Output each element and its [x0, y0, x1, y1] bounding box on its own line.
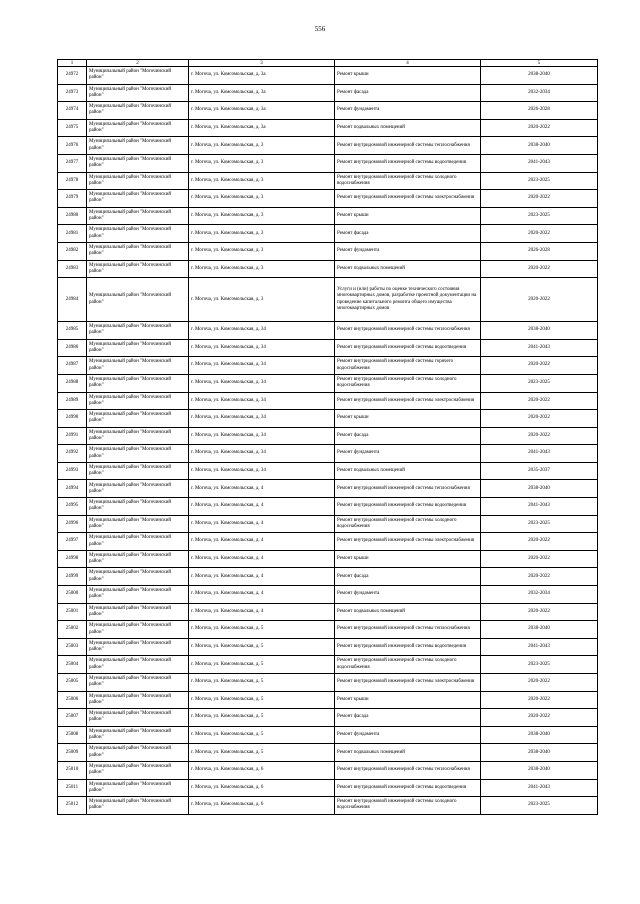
address-cell: г. Могоча, ул. Комсомольская, д. 34 [189, 410, 335, 428]
period-cell: 2023-2025 [481, 515, 598, 533]
row-number-cell: 25008 [58, 726, 87, 744]
table-row [58, 603, 598, 621]
table-row [58, 172, 598, 190]
address-cell: г. Могоча, ул. Комсомольская, д. 3 [189, 137, 335, 155]
address-cell: г. Могоча, ул. Комсомольская, д. 3а [189, 102, 335, 120]
address-cell: г. Могоча, ул. Комсомольская, д. 5 [189, 656, 335, 674]
work-type-cell: Ремонт фундамента [335, 445, 481, 463]
address-cell: г. Могоча, ул. Комсомольская, д. 5 [189, 691, 335, 709]
municipality-cell: Муниципальный район "Могочинский район" [87, 515, 189, 533]
row-number-cell: 24978 [58, 172, 87, 190]
row-number-cell: 24992 [58, 445, 87, 463]
work-type-cell: Ремонт крыши [335, 410, 481, 428]
row-number-cell: 24993 [58, 462, 87, 480]
work-type-cell: Ремонт подвальных помещений [335, 603, 481, 621]
municipality-cell: Муниципальный район "Могочинский район" [87, 84, 189, 102]
work-type-cell: Ремонт внутридомовой инженерной системы холодного водоснабжения [335, 797, 481, 815]
page-number: 556 [314, 25, 326, 33]
table-row [58, 260, 598, 278]
row-number-cell: 24977 [58, 154, 87, 172]
work-type-cell: Ремонт фасада [335, 427, 481, 445]
table-row [58, 137, 598, 155]
column-header: 1 [58, 60, 87, 67]
work-type-cell: Ремонт внутридомовой инженерной системы теплоснабжения [335, 322, 481, 340]
municipality-cell: Муниципальный район "Могочинский район" [87, 709, 189, 727]
period-cell: 2032-2034 [481, 586, 598, 604]
row-number-cell: 24984 [58, 278, 87, 322]
period-cell: 2020-2022 [481, 427, 598, 445]
address-cell: г. Могоча, ул. Комсомольская, д. 4 [189, 480, 335, 498]
period-cell: 2020-2022 [481, 674, 598, 692]
address-cell: г. Могоча, ул. Комсомольская, д. 34 [189, 339, 335, 357]
municipality-cell: Муниципальный район "Могочинский район" [87, 462, 189, 480]
table-row [58, 779, 598, 797]
address-cell: г. Могоча, ул. Комсомольская, д. 34 [189, 357, 335, 375]
municipality-cell: Муниципальный район "Могочинский район" [87, 102, 189, 120]
municipality-cell: Муниципальный район "Могочинский район" [87, 260, 189, 278]
work-type-cell: Ремонт внутридомовой инженерной системы холодного водоснабжения [335, 515, 481, 533]
row-number-cell: 24988 [58, 374, 87, 392]
table-row [58, 709, 598, 727]
row-number-cell: 24972 [58, 67, 87, 85]
period-cell: 2038-2040 [481, 726, 598, 744]
row-number-cell: 25012 [58, 797, 87, 815]
period-cell: 2020-2022 [481, 533, 598, 551]
municipality-cell: Муниципальный район "Могочинский район" [87, 207, 189, 225]
row-number-cell: 24996 [58, 515, 87, 533]
column-header: 3 [189, 60, 335, 67]
work-type-cell: Ремонт крыши [335, 550, 481, 568]
row-number-cell: 25001 [58, 603, 87, 621]
column-header: 2 [87, 60, 189, 67]
work-type-cell: Ремонт фасада [335, 709, 481, 727]
address-cell: г. Могоча, ул. Комсомольская, д. 3а [189, 119, 335, 137]
period-cell: 2038-2040 [481, 761, 598, 779]
municipality-cell: Муниципальный район "Могочинский район" [87, 568, 189, 586]
row-number-cell: 24999 [58, 568, 87, 586]
municipality-cell: Муниципальный район "Могочинский район" [87, 427, 189, 445]
row-number-cell: 24989 [58, 392, 87, 410]
row-number-cell: 24990 [58, 410, 87, 428]
address-cell: г. Могоча, ул. Комсомольская, д. 5 [189, 709, 335, 727]
row-number-cell: 25011 [58, 779, 87, 797]
row-number-cell: 25005 [58, 674, 87, 692]
row-number-cell: 24986 [58, 339, 87, 357]
row-number-cell: 25003 [58, 638, 87, 656]
row-number-cell: 24994 [58, 480, 87, 498]
column-number-row [58, 60, 598, 67]
period-cell: 2023-2025 [481, 172, 598, 190]
table-row [58, 102, 598, 120]
table-row [58, 462, 598, 480]
municipality-cell: Муниципальный район "Могочинский район" [87, 67, 189, 85]
period-cell: 2038-2040 [481, 322, 598, 340]
work-type-cell: Ремонт внутридомовой инженерной системы теплоснабжения [335, 761, 481, 779]
table-row [58, 445, 598, 463]
period-cell: 2038-2040 [481, 480, 598, 498]
address-cell: г. Могоча, ул. Комсомольская, д. 4 [189, 533, 335, 551]
table-row [58, 691, 598, 709]
work-type-cell: Ремонт подвальных помещений [335, 119, 481, 137]
period-cell: 2038-2040 [481, 621, 598, 639]
period-cell: 2020-2022 [481, 410, 598, 428]
address-cell: г. Могоча, ул. Комсомольская, д. 4 [189, 498, 335, 516]
period-cell: 2020-2022 [481, 691, 598, 709]
municipality-cell: Муниципальный район "Могочинский район" [87, 621, 189, 639]
municipality-cell: Муниципальный район "Могочинский район" [87, 137, 189, 155]
address-cell: г. Могоча, ул. Комсомольская, д. 3 [189, 225, 335, 243]
period-cell: 2023-2025 [481, 656, 598, 674]
row-number-cell: 25009 [58, 744, 87, 762]
table-row [58, 568, 598, 586]
address-cell: г. Могоча, ул. Комсомольская, д. 4 [189, 586, 335, 604]
address-cell: г. Могоча, ул. Комсомольская, д. 34 [189, 392, 335, 410]
period-cell: 2041-2043 [481, 498, 598, 516]
table-row [58, 357, 598, 375]
address-cell: г. Могоча, ул. Комсомольская, д. 34 [189, 462, 335, 480]
address-cell: г. Могоча, ул. Комсомольская, д. 6 [189, 797, 335, 815]
table-row [58, 190, 598, 208]
table-row [58, 761, 598, 779]
period-cell: 2038-2040 [481, 67, 598, 85]
table-row [58, 154, 598, 172]
work-type-cell: Ремонт подвальных помещений [335, 744, 481, 762]
work-type-cell: Ремонт внутридомовой инженерной системы холодного водоснабжения [335, 172, 481, 190]
municipality-cell: Муниципальный район "Могочинский район" [87, 119, 189, 137]
work-type-cell: Услуги и (или) работы по оценке технического состояния многоквартирных домов, разработке проектной документации на проведение капитального ремонта общего имущества многоквартирных домов [335, 278, 481, 322]
work-type-cell: Ремонт внутридомовой инженерной системы холодного водоснабжения [335, 656, 481, 674]
work-type-cell: Ремонт фундамента [335, 242, 481, 260]
period-cell: 2020-2022 [481, 550, 598, 568]
municipality-cell: Муниципальный район "Могочинский район" [87, 392, 189, 410]
period-cell: 2038-2040 [481, 744, 598, 762]
work-type-cell: Ремонт внутридомовой инженерной системы электроснабжения [335, 533, 481, 551]
row-number-cell: 24997 [58, 533, 87, 551]
column-header: 4 [335, 60, 481, 67]
period-cell: 2020-2022 [481, 190, 598, 208]
work-type-cell: Ремонт внутридомовой инженерной системы электроснабжения [335, 190, 481, 208]
period-cell: 2020-2022 [481, 603, 598, 621]
period-cell: 2023-2025 [481, 207, 598, 225]
municipality-cell: Муниципальный район "Могочинский район" [87, 480, 189, 498]
row-number-cell: 24976 [58, 137, 87, 155]
period-cell: 2041-2043 [481, 445, 598, 463]
row-number-cell: 24991 [58, 427, 87, 445]
table-body [58, 67, 598, 815]
period-cell: 2020-2022 [481, 357, 598, 375]
work-type-cell: Ремонт фундамента [335, 586, 481, 604]
municipality-cell: Муниципальный район "Могочинский район" [87, 410, 189, 428]
table-row [58, 67, 598, 85]
row-number-cell: 24983 [58, 260, 87, 278]
work-type-cell: Ремонт крыши [335, 67, 481, 85]
address-cell: г. Могоча, ул. Комсомольская, д. 6 [189, 761, 335, 779]
municipality-cell: Муниципальный район "Могочинский район" [87, 242, 189, 260]
municipality-cell: Муниципальный район "Могочинский район" [87, 744, 189, 762]
work-type-cell: Ремонт внутридомовой инженерной системы электроснабжения [335, 392, 481, 410]
period-cell: 2041-2043 [481, 638, 598, 656]
work-type-cell: Ремонт внутридомовой инженерной системы холодного водоснабжения [335, 374, 481, 392]
table-row [58, 638, 598, 656]
table-row [58, 656, 598, 674]
address-cell: г. Могоча, ул. Комсомольская, д. 34 [189, 374, 335, 392]
municipality-cell: Муниципальный район "Могочинский район" [87, 225, 189, 243]
table-row [58, 322, 598, 340]
row-number-cell: 25002 [58, 621, 87, 639]
period-cell: 2041-2043 [481, 339, 598, 357]
row-number-cell: 24974 [58, 102, 87, 120]
work-type-cell: Ремонт фундамента [335, 102, 481, 120]
table-row [58, 533, 598, 551]
address-cell: г. Могоча, ул. Комсомольская, д. 3а [189, 84, 335, 102]
municipality-cell: Муниципальный район "Могочинский район" [87, 374, 189, 392]
municipality-cell: Муниципальный район "Могочинский район" [87, 656, 189, 674]
table-row [58, 586, 598, 604]
work-type-cell: Ремонт внутридомовой инженерной системы теплоснабжения [335, 480, 481, 498]
row-number-cell: 24998 [58, 550, 87, 568]
address-cell: г. Могоча, ул. Комсомольская, д. 3 [189, 278, 335, 322]
work-type-cell: Ремонт внутридомовой инженерной системы водоотведения [335, 339, 481, 357]
period-cell: 2020-2022 [481, 568, 598, 586]
row-number-cell: 24979 [58, 190, 87, 208]
municipality-cell: Муниципальный район "Могочинский район" [87, 498, 189, 516]
municipality-cell: Муниципальный район "Могочинский район" [87, 674, 189, 692]
capital-repair-table [57, 59, 598, 815]
municipality-cell: Муниципальный район "Могочинский район" [87, 638, 189, 656]
table-row [58, 480, 598, 498]
work-type-cell: Ремонт внутридомовой инженерной системы электроснабжения [335, 674, 481, 692]
municipality-cell: Муниципальный район "Могочинский район" [87, 691, 189, 709]
period-cell: 2026-2028 [481, 242, 598, 260]
municipality-cell: Муниципальный район "Могочинский район" [87, 339, 189, 357]
municipality-cell: Муниципальный район "Могочинский район" [87, 533, 189, 551]
period-cell: 2020-2022 [481, 278, 598, 322]
work-type-cell: Ремонт фундамента [335, 726, 481, 744]
address-cell: г. Могоча, ул. Комсомольская, д. 3 [189, 207, 335, 225]
work-type-cell: Ремонт внутридомовой инженерной системы теплоснабжения [335, 621, 481, 639]
row-number-cell: 24982 [58, 242, 87, 260]
work-type-cell: Ремонт крыши [335, 207, 481, 225]
municipality-cell: Муниципальный район "Могочинский район" [87, 603, 189, 621]
period-cell: 2020-2022 [481, 709, 598, 727]
table-row [58, 674, 598, 692]
address-cell: г. Могоча, ул. Комсомольская, д. 5 [189, 638, 335, 656]
work-type-cell: Ремонт подвальных помещений [335, 260, 481, 278]
address-cell: г. Могоча, ул. Комсомольская, д. 5 [189, 674, 335, 692]
row-number-cell: 24973 [58, 84, 87, 102]
row-number-cell: 24975 [58, 119, 87, 137]
municipality-cell: Муниципальный район "Могочинский район" [87, 761, 189, 779]
municipality-cell: Муниципальный район "Могочинский район" [87, 726, 189, 744]
period-cell: 2035-2037 [481, 462, 598, 480]
row-number-cell: 25004 [58, 656, 87, 674]
address-cell: г. Могоча, ул. Комсомольская, д. 3 [189, 242, 335, 260]
table-row [58, 207, 598, 225]
municipality-cell: Муниципальный район "Могочинский район" [87, 550, 189, 568]
row-number-cell: 24985 [58, 322, 87, 340]
municipality-cell: Муниципальный район "Могочинский район" [87, 278, 189, 322]
period-cell: 2020-2022 [481, 119, 598, 137]
work-type-cell: Ремонт крыши [335, 691, 481, 709]
period-cell: 2041-2043 [481, 779, 598, 797]
address-cell: г. Могоча, ул. Комсомольская, д. 3 [189, 260, 335, 278]
table-row [58, 726, 598, 744]
work-type-cell: Ремонт фасада [335, 84, 481, 102]
municipality-cell: Муниципальный район "Могочинский район" [87, 154, 189, 172]
table-row [58, 744, 598, 762]
table-row [58, 119, 598, 137]
table-row [58, 374, 598, 392]
table-row [58, 621, 598, 639]
table-row [58, 392, 598, 410]
municipality-cell: Муниципальный район "Могочинский район" [87, 357, 189, 375]
period-cell: 2041-2043 [481, 154, 598, 172]
work-type-cell: Ремонт внутридомовой инженерной системы водоотведения [335, 498, 481, 516]
table-row [58, 797, 598, 815]
period-cell: 2020-2022 [481, 225, 598, 243]
municipality-cell: Муниципальный район "Могочинский район" [87, 190, 189, 208]
row-number-cell: 25010 [58, 761, 87, 779]
address-cell: г. Могоча, ул. Комсомольская, д. 5 [189, 726, 335, 744]
municipality-cell: Муниципальный район "Могочинский район" [87, 445, 189, 463]
address-cell: г. Могоча, ул. Комсомольская, д. 34 [189, 427, 335, 445]
period-cell: 2023-2025 [481, 797, 598, 815]
address-cell: г. Могоча, ул. Комсомольская, д. 4 [189, 550, 335, 568]
work-type-cell: Ремонт внутридомовой инженерной системы водоотведения [335, 638, 481, 656]
address-cell: г. Могоча, ул. Комсомольская, д. 3 [189, 154, 335, 172]
table-row [58, 84, 598, 102]
period-cell: 2032-2034 [481, 84, 598, 102]
row-number-cell: 24980 [58, 207, 87, 225]
table-row [58, 410, 598, 428]
address-cell: г. Могоча, ул. Комсомольская, д. 4 [189, 603, 335, 621]
address-cell: г. Могоча, ул. Комсомольская, д. 5 [189, 621, 335, 639]
address-cell: г. Могоча, ул. Комсомольская, д. 34 [189, 322, 335, 340]
row-number-cell: 24987 [58, 357, 87, 375]
table-row [58, 515, 598, 533]
work-type-cell: Ремонт фасада [335, 568, 481, 586]
municipality-cell: Муниципальный район "Могочинский район" [87, 779, 189, 797]
row-number-cell: 25007 [58, 709, 87, 727]
work-type-cell: Ремонт фасада [335, 225, 481, 243]
address-cell: г. Могоча, ул. Комсомольская, д. 3 [189, 190, 335, 208]
table-row [58, 550, 598, 568]
period-cell: 2038-2040 [481, 137, 598, 155]
row-number-cell: 24995 [58, 498, 87, 516]
municipality-cell: Муниципальный район "Могочинский район" [87, 586, 189, 604]
work-type-cell: Ремонт внутридомовой инженерной системы горячего водоснабжения [335, 357, 481, 375]
work-type-cell: Ремонт внутридомовой инженерной системы водоотведения [335, 779, 481, 797]
address-cell: г. Могоча, ул. Комсомольская, д. 5 [189, 744, 335, 762]
table-row [58, 339, 598, 357]
municipality-cell: Муниципальный район "Могочинский район" [87, 797, 189, 815]
address-cell: г. Могоча, ул. Комсомольская, д. 4 [189, 568, 335, 586]
municipality-cell: Муниципальный район "Могочинский район" [87, 322, 189, 340]
address-cell: г. Могоча, ул. Комсомольская, д. 34 [189, 445, 335, 463]
table-row [58, 278, 598, 322]
column-header: 5 [481, 60, 598, 67]
address-cell: г. Могоча, ул. Комсомольская, д. 3а [189, 67, 335, 85]
period-cell: 2020-2022 [481, 260, 598, 278]
table-row [58, 427, 598, 445]
period-cell: 2020-2022 [481, 392, 598, 410]
period-cell: 2026-2028 [481, 102, 598, 120]
row-number-cell: 24981 [58, 225, 87, 243]
table-row [58, 242, 598, 260]
row-number-cell: 25006 [58, 691, 87, 709]
municipality-cell: Муниципальный район "Могочинский район" [87, 172, 189, 190]
work-type-cell: Ремонт внутридомовой инженерной системы водоотведения [335, 154, 481, 172]
work-type-cell: Ремонт подвальных помещений [335, 462, 481, 480]
work-type-cell: Ремонт внутридомовой инженерной системы теплоснабжения [335, 137, 481, 155]
address-cell: г. Могоча, ул. Комсомольская, д. 4 [189, 515, 335, 533]
row-number-cell: 25000 [58, 586, 87, 604]
address-cell: г. Могоча, ул. Комсомольская, д. 3 [189, 172, 335, 190]
table-row [58, 498, 598, 516]
period-cell: 2023-2025 [481, 374, 598, 392]
address-cell: г. Могоча, ул. Комсомольская, д. 6 [189, 779, 335, 797]
table-row [58, 225, 598, 243]
